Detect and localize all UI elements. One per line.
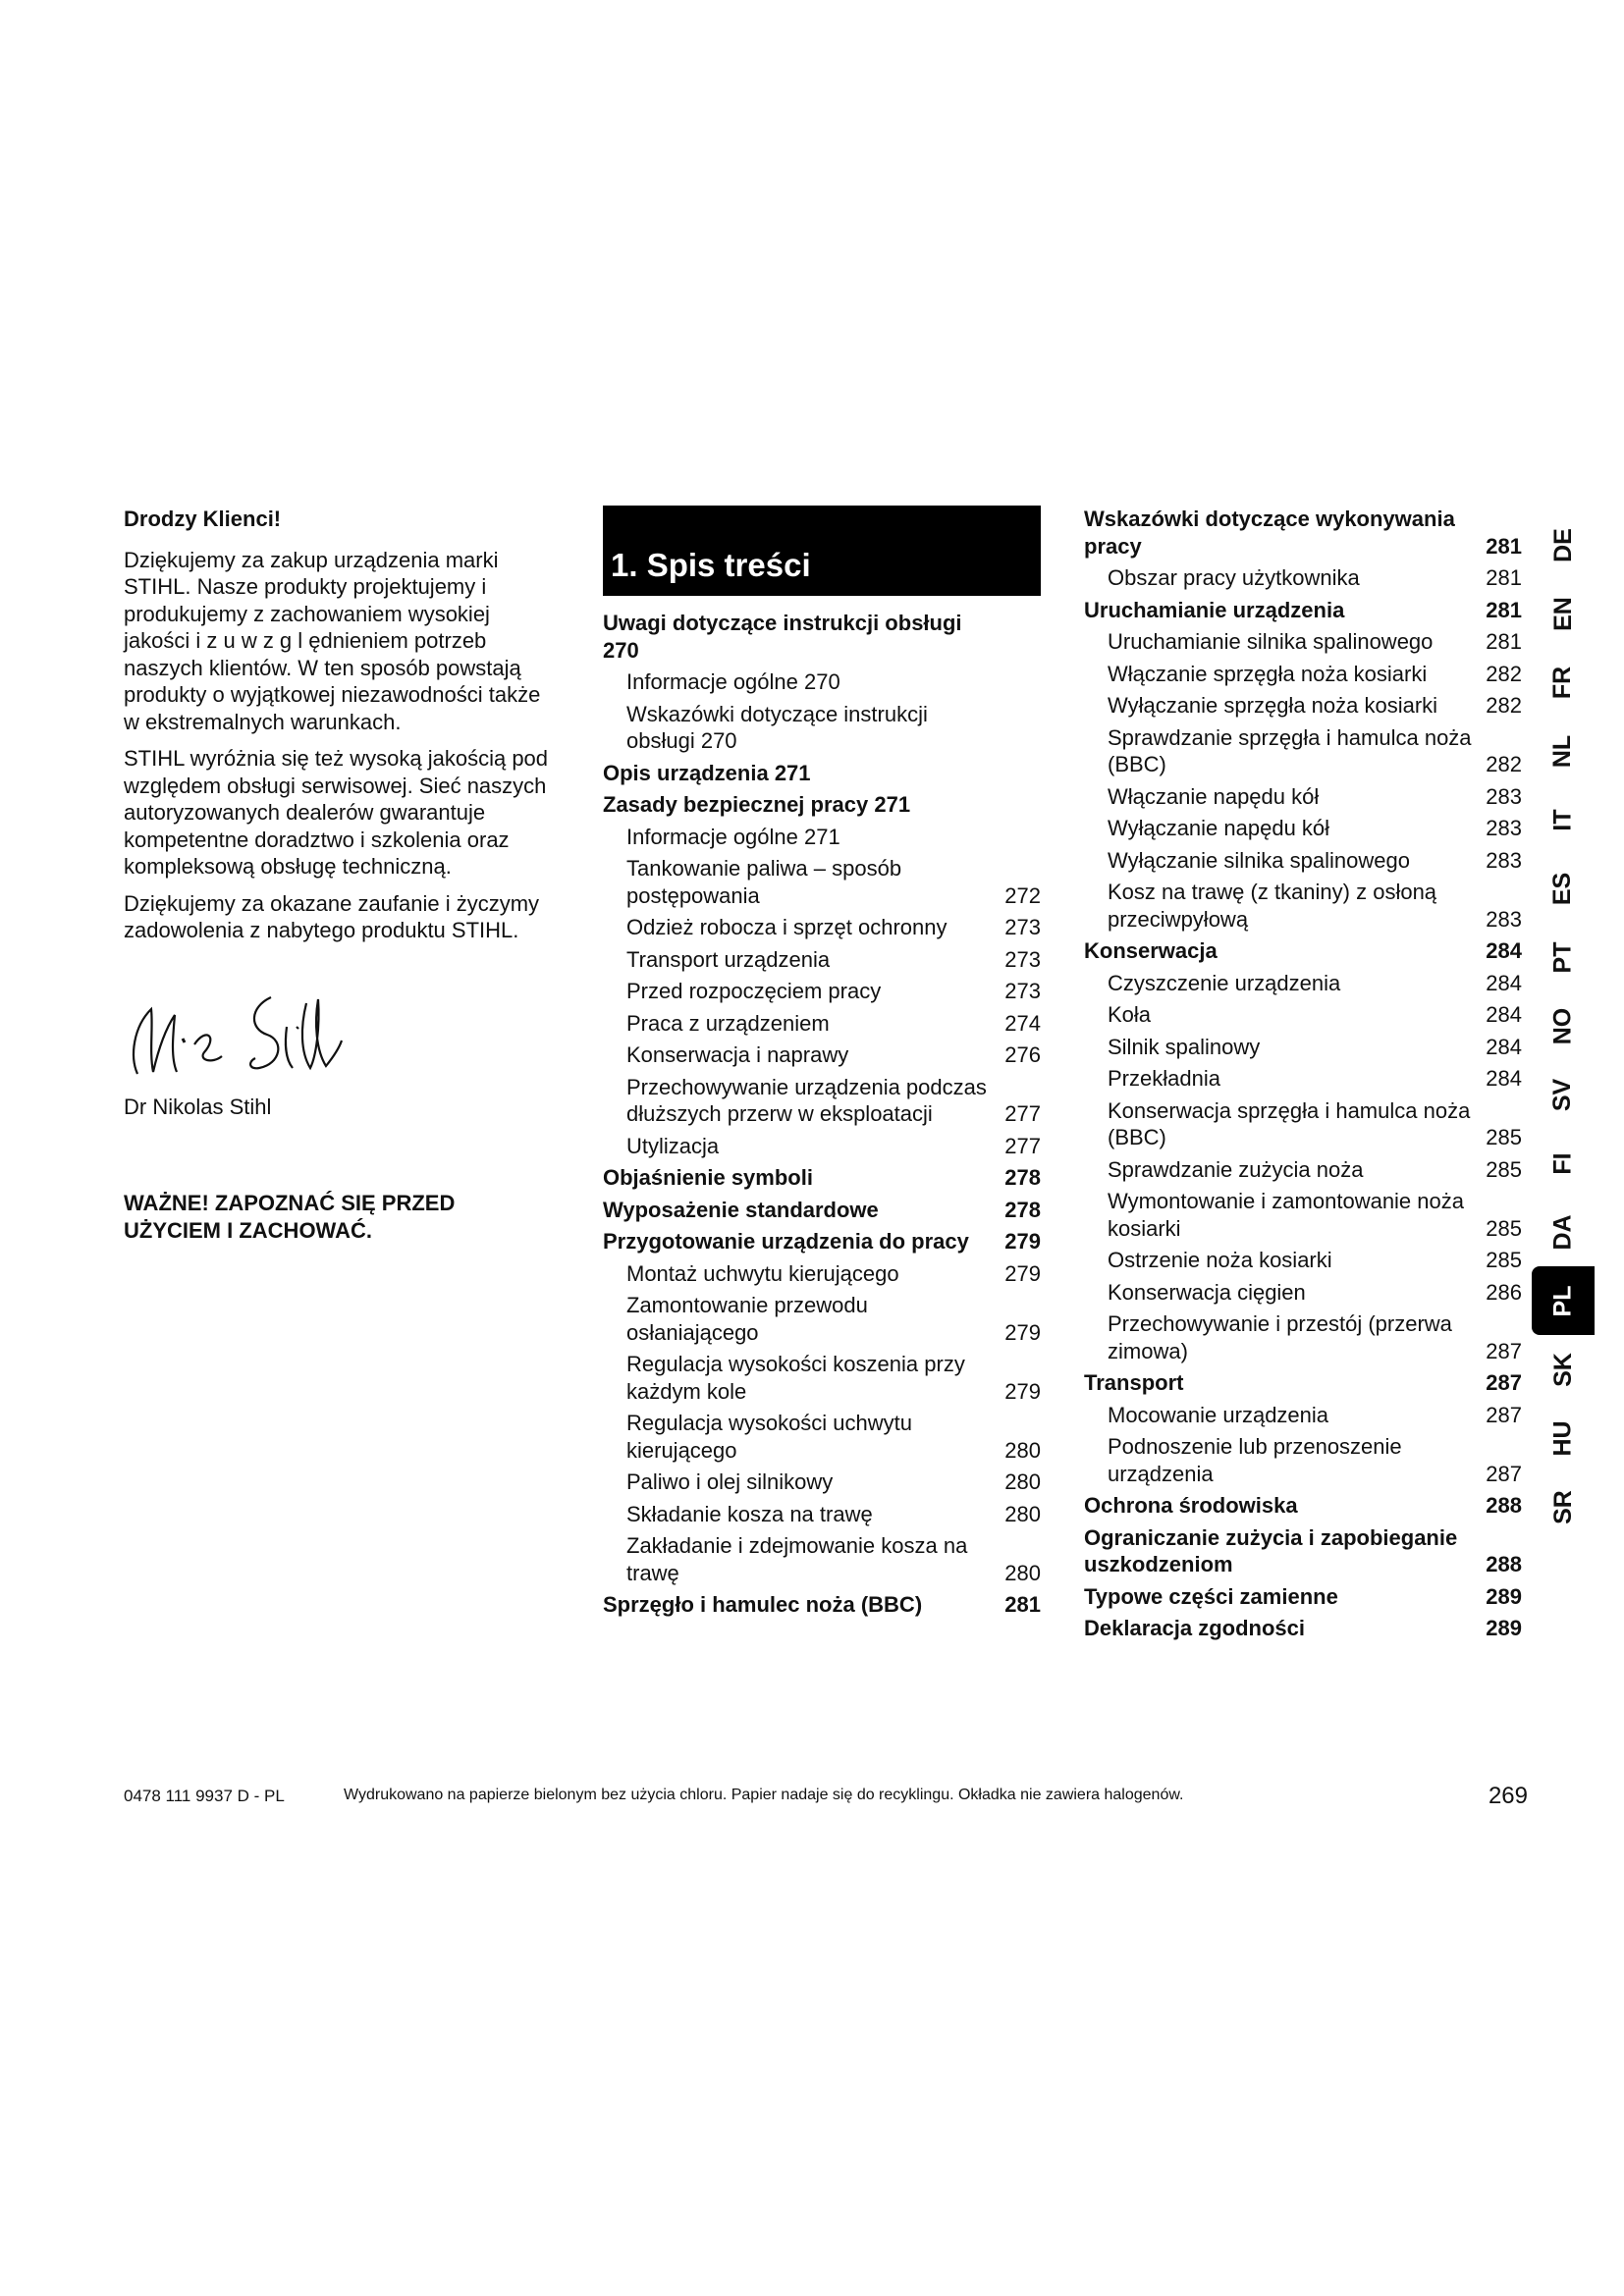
toc-entry-page: 287	[1486, 1370, 1522, 1395]
toc-entry-title: Transport	[1084, 1370, 1184, 1395]
toc-subsection-entry[interactable]	[1084, 1310, 1522, 1364]
toc-subsection-entry[interactable]	[1084, 783, 1522, 811]
toc-subsection-entry[interactable]	[1084, 847, 1522, 875]
toc-list	[1084, 506, 1522, 1642]
handwritten-signature	[124, 988, 350, 1086]
toc-entry-title: Podnoszenie lub przenoszenie urządzenia	[1108, 1434, 1402, 1486]
language-tab-label: NL	[1548, 734, 1577, 768]
toc-entry-title: Ostrzenie noża kosiarki	[1108, 1248, 1332, 1272]
toc-entry-title: Tankowanie paliwa – sposób postępowania	[626, 856, 902, 908]
toc-entry-page: 279	[1004, 1378, 1041, 1404]
toc-entry-page: 280	[1004, 1560, 1041, 1585]
toc-entry-title: Przed rozpoczęciem pracy	[626, 979, 882, 1003]
toc-entry-page: 284	[1486, 938, 1522, 963]
toc-entry-title: Praca z urządzeniem	[626, 1010, 830, 1036]
toc-subsection-entry[interactable]	[603, 1292, 1041, 1346]
toc-entry-title: Wyłączanie silnika spalinowego	[1108, 847, 1410, 873]
language-tab-label: DE	[1548, 527, 1577, 562]
toc-entry-page: 283	[1486, 847, 1522, 873]
toc-entry-title: Wyposażenie standardowe	[603, 1197, 879, 1222]
toc-entry-page: 289	[1486, 1616, 1522, 1640]
toc-entry-title: Konserwacja sprzęgła i hamulca noża (BBC)	[1108, 1097, 1471, 1149]
toc-subsection-entry[interactable]	[1084, 815, 1522, 842]
toc-subsection-entry[interactable]	[603, 824, 1041, 851]
toc-entry-page: 282	[1486, 752, 1522, 776]
toc-entry-title: Sprawdzanie sprzęgła i hamulca noża (BBC)	[1108, 724, 1472, 776]
warning-line: UŻYCIEM I ZACHOWAĆ.	[124, 1217, 372, 1243]
language-tab-nl[interactable]	[1532, 717, 1595, 785]
toc-entry-title: Transport urządzenia	[626, 946, 831, 972]
toc-entry-page: 287	[1486, 1402, 1522, 1427]
toc-entry-page: 277	[1004, 1133, 1041, 1158]
toc-entry-page: 279	[1004, 1260, 1041, 1286]
toc-entry-title: Paliwo i olej silnikowy	[626, 1469, 834, 1494]
toc-subsection-entry[interactable]	[1084, 1279, 1522, 1307]
language-tab-label: IT	[1548, 808, 1577, 831]
toc-entry-title: Ograniczanie zużycia i zapobieganie uszkodzeniom	[1084, 1524, 1458, 1576]
language-tab-sr[interactable]	[1532, 1472, 1595, 1541]
toc-section-entry[interactable]	[603, 610, 1041, 664]
toc-subsection-entry[interactable]	[603, 1010, 1041, 1038]
toc-entry-page: 287	[1486, 1461, 1522, 1486]
toc-subsection-entry[interactable]	[603, 1133, 1041, 1160]
toc-entry-title: Czyszczenie urządzenia	[1108, 970, 1341, 995]
language-tab-de[interactable]	[1532, 510, 1595, 579]
welcome-letter	[124, 506, 556, 1245]
toc-entry-page: 279	[1004, 1319, 1041, 1345]
toc-entry-title: Odzież robocza i sprzęt ochronny	[626, 915, 947, 939]
toc-section-entry[interactable]	[1084, 1369, 1522, 1397]
language-tab-hu[interactable]	[1532, 1404, 1595, 1472]
toc-entry-page: 277	[1004, 1101, 1041, 1126]
toc-entry-page: 281	[1486, 533, 1522, 559]
toc-entry-title: Zasady bezpiecznej pracy 271	[603, 792, 911, 817]
toc-subsection-entry[interactable]	[1084, 1065, 1522, 1093]
toc-subsection-entry[interactable]	[1084, 661, 1522, 688]
toc-entry-page: 283	[1486, 783, 1522, 809]
language-tab-label: SV	[1548, 1078, 1577, 1111]
language-tab-it[interactable]	[1532, 785, 1595, 854]
toc-entry-page: 281	[1486, 597, 1522, 622]
print-note: Wydrukowano na papierze bielonym bez użycia chloru. Papier nadaje się do recyklingu. Okładka nie zawiera halogenów.	[344, 1787, 1184, 1803]
toc-entry-title: Informacje ogólne 271	[626, 824, 840, 849]
toc-subsection-entry[interactable]	[1084, 1097, 1522, 1151]
toc-subsection-entry[interactable]	[603, 946, 1041, 974]
toc-section-entry[interactable]	[603, 791, 1041, 819]
toc-subsection-entry[interactable]	[1084, 1034, 1522, 1061]
toc-entry-page: 280	[1004, 1501, 1041, 1526]
toc-entry-page: 283	[1486, 906, 1522, 932]
document-code: 0478 111 9937 D - PL	[124, 1787, 285, 1805]
toc-entry-title: Opis urządzenia 271	[603, 760, 811, 785]
language-tab-pt[interactable]	[1532, 923, 1595, 991]
toc-entry-page: 273	[1004, 946, 1041, 972]
toc-list	[603, 610, 1041, 1619]
toc-section-entry[interactable]	[603, 1197, 1041, 1224]
signer-name: Dr Nikolas Stihl	[124, 1095, 272, 1119]
language-tab-label: NO	[1548, 1007, 1577, 1044]
language-tab-en[interactable]	[1532, 579, 1595, 648]
toc-heading-text: 1. Spis treści	[611, 547, 811, 583]
toc-entry-page: 281	[1486, 565, 1522, 590]
toc-subsection-entry[interactable]	[1084, 1001, 1522, 1029]
language-tab-fr[interactable]	[1532, 648, 1595, 717]
toc-entry-page: 281	[1486, 629, 1522, 654]
toc-entry-title: Składanie kosza na trawę	[626, 1501, 873, 1526]
toc-entry-title: Przekładnia	[1108, 1066, 1220, 1091]
toc-entry-title: Informacje ogólne 270	[626, 669, 840, 694]
toc-entry-title: Konserwacja	[1084, 938, 1218, 963]
toc-entry-page: 282	[1486, 661, 1522, 686]
toc-subsection-entry[interactable]	[1084, 1433, 1522, 1487]
toc-entry-page: 276	[1004, 1042, 1041, 1067]
toc-entry-page: 284	[1486, 970, 1522, 995]
language-tab-es[interactable]	[1532, 854, 1595, 923]
toc-subsection-entry[interactable]	[1084, 1402, 1522, 1429]
toc-subsection-entry[interactable]	[603, 914, 1041, 941]
toc-entry-title: Utylizacja	[626, 1133, 720, 1158]
language-tab-label: FI	[1548, 1151, 1577, 1175]
toc-entry-title: Wyłączanie napędu kół	[1108, 816, 1330, 840]
toc-column-1	[603, 506, 1041, 1624]
toc-subsection-entry[interactable]	[603, 855, 1041, 909]
toc-subsection-entry[interactable]	[603, 1501, 1041, 1528]
toc-entry-page: 288	[1486, 1552, 1522, 1576]
toc-entry-title: Konserwacja cięgien	[1108, 1279, 1306, 1305]
toc-entry-page: 283	[1486, 816, 1522, 840]
toc-entry-title: Mocowanie urządzenia	[1108, 1402, 1329, 1427]
toc-subsection-entry[interactable]	[603, 1260, 1041, 1288]
toc-subsection-entry[interactable]	[1084, 970, 1522, 997]
toc-subsection-entry[interactable]	[1084, 1156, 1522, 1184]
letter-paragraph: Dziękujemy za okazane zaufanie i życzymy zadowolenia z nabytego produktu STIHL.	[124, 890, 540, 942]
toc-entry-title: Regulacja wysokości koszenia przy każdym kole	[626, 1352, 965, 1404]
toc-entry-title: Deklaracja zgodności	[1084, 1616, 1305, 1640]
language-tab-sv[interactable]	[1532, 1060, 1595, 1129]
toc-entry-page: 288	[1486, 1493, 1522, 1518]
language-tabs	[1532, 510, 1595, 1541]
toc-entry-title: Konserwacja i naprawy	[626, 1042, 849, 1067]
toc-entry-title: Ochrona środowiska	[1084, 1493, 1298, 1518]
language-tab-sk[interactable]	[1532, 1335, 1595, 1404]
toc-entry-page: 287	[1486, 1338, 1522, 1363]
toc-section-entry[interactable]	[1084, 1492, 1522, 1520]
toc-entry-page: 281	[1004, 1592, 1041, 1617]
toc-entry-title: Uruchamianie silnika spalinowego	[1108, 629, 1434, 654]
toc-subsection-entry[interactable]	[603, 1074, 1041, 1128]
toc-section-entry[interactable]	[603, 1164, 1041, 1192]
toc-entry-page: 273	[1004, 915, 1041, 939]
toc-subsection-entry[interactable]	[603, 701, 1041, 755]
toc-entry-title: Uwagi dotyczące instrukcji obsługi 270	[603, 611, 962, 663]
language-tab-pl[interactable]	[1532, 1266, 1595, 1335]
toc-entry-title: Zamontowanie przewodu osłaniającego	[626, 1293, 868, 1345]
toc-section-entry[interactable]	[1084, 1615, 1522, 1642]
toc-section-entry[interactable]	[603, 1591, 1041, 1619]
language-tab-label: DA	[1548, 1213, 1577, 1251]
toc-subsection-entry[interactable]	[1084, 724, 1522, 778]
toc-entry-page: 278	[1004, 1165, 1041, 1190]
language-tab-label: EN	[1548, 596, 1577, 631]
language-tab-label: FR	[1548, 666, 1577, 699]
page-footer	[124, 1785, 1528, 1814]
toc-entry-title: Wymontowanie i zamontowanie noża kosiarki	[1108, 1189, 1464, 1241]
toc-entry-title: Sprzęgło i hamulec noża (BBC)	[603, 1592, 923, 1617]
toc-entry-page: 284	[1486, 1034, 1522, 1059]
toc-subsection-entry[interactable]	[603, 1468, 1041, 1496]
toc-subsection-entry[interactable]	[1084, 628, 1522, 656]
toc-entry-page: 284	[1486, 1066, 1522, 1091]
toc-subsection-entry[interactable]	[603, 668, 1041, 696]
toc-entry-page: 284	[1486, 1002, 1522, 1027]
toc-subsection-entry[interactable]	[603, 978, 1041, 1005]
toc-section-entry[interactable]	[1084, 1524, 1522, 1578]
toc-entry-page: 282	[1486, 693, 1522, 718]
warning-note	[124, 1190, 556, 1245]
toc-entry-page: 273	[1004, 979, 1041, 1003]
toc-subsection-entry[interactable]	[1084, 1188, 1522, 1242]
language-tab-label: SR	[1548, 1489, 1577, 1524]
toc-entry-title: Wskazówki dotyczące instrukcji obsługi 270	[626, 701, 928, 753]
toc-section-entry[interactable]	[603, 1228, 1041, 1255]
toc-subsection-entry[interactable]	[1084, 564, 1522, 592]
toc-entry-title: Typowe części zamienne	[1084, 1583, 1338, 1609]
toc-entry-page: 289	[1486, 1583, 1522, 1609]
letter-paragraph: Dziękujemy za zakup urządzenia marki STIHL. Nasze produkty projektujemy i produkujemy z zachowaniem wysokiej jakości i z u w z g l ędnieniem potrzeb naszych klientów. W ten sposób powstają produkty o wyjątkowej niezawodności także w ekstremalnych warunkach.	[124, 547, 541, 734]
toc-entry-title: Uruchamianie urządzenia	[1084, 597, 1345, 622]
toc-entry-title: Przechowywanie urządzenia podczas dłuższych przerw w eksploatacji	[626, 1074, 987, 1126]
toc-column-2	[1084, 506, 1522, 1647]
toc-entry-page: 285	[1486, 1215, 1522, 1241]
toc-subsection-entry[interactable]	[603, 1410, 1041, 1464]
page-number: 269	[1488, 1783, 1528, 1809]
toc-entry-page: 285	[1486, 1248, 1522, 1272]
language-tab-label: PL	[1548, 1285, 1577, 1316]
toc-section-entry[interactable]	[603, 760, 1041, 787]
toc-section-entry[interactable]	[1084, 506, 1522, 560]
toc-entry-page: 280	[1004, 1469, 1041, 1494]
toc-subsection-entry[interactable]	[1084, 879, 1522, 933]
toc-entry-page: 279	[1004, 1229, 1041, 1254]
toc-entry-title: Przygotowanie urządzenia do pracy	[603, 1229, 969, 1254]
toc-entry-title: Przechowywanie i przestój (przerwa zimowa)	[1108, 1311, 1452, 1363]
toc-entry-title: Włączanie sprzęgła noża kosiarki	[1108, 661, 1428, 686]
signature-block	[124, 988, 556, 1121]
toc-subsection-entry[interactable]	[1084, 1247, 1522, 1274]
toc-subsection-entry[interactable]	[603, 1351, 1041, 1405]
language-tab-da[interactable]	[1532, 1198, 1595, 1266]
language-tab-label: PT	[1548, 941, 1577, 973]
toc-entry-title: Kosz na trawę (z tkaniny) z osłoną przeciwpyłową	[1108, 880, 1437, 932]
toc-entry-title: Wyłączanie sprzęgła noża kosiarki	[1108, 693, 1438, 718]
toc-section-entry[interactable]	[1084, 937, 1522, 965]
toc-entry-page: 286	[1486, 1279, 1522, 1305]
toc-entry-title: Włączanie napędu kół	[1108, 783, 1320, 809]
toc-entry-page: 274	[1004, 1010, 1041, 1036]
toc-entry-title: Montaż uchwytu kierującego	[626, 1260, 899, 1286]
language-tab-label: ES	[1548, 872, 1577, 905]
language-tab-label: SK	[1548, 1352, 1577, 1387]
toc-entry-title: Objaśnienie symboli	[603, 1165, 813, 1190]
toc-entry-title: Obszar pracy użytkownika	[1108, 565, 1360, 590]
toc-entry-page: 272	[1004, 882, 1041, 908]
toc-subsection-entry[interactable]	[603, 1532, 1041, 1586]
toc-entry-title: Silnik spalinowy	[1108, 1034, 1261, 1059]
toc-subsection-entry[interactable]	[603, 1041, 1041, 1069]
toc-entry-page: 278	[1004, 1197, 1041, 1222]
toc-entry-title: Sprawdzanie zużycia noża	[1108, 1156, 1364, 1182]
toc-entry-title: Zakładanie i zdejmowanie kosza na trawę	[626, 1533, 968, 1585]
toc-entry-page: 285	[1486, 1125, 1522, 1149]
letter-paragraph: STIHL wyróżnia się też wysoką jakością pod względem obsługi serwisowej. Sieć naszych autoryzowanych dealerów gwarantuje kompetentne doradztwo i szkolenia oraz kompleksową obsługę techniczną.	[124, 746, 549, 879]
language-tab-label: HU	[1548, 1419, 1577, 1457]
greeting: Drodzy Klienci!	[124, 507, 282, 531]
warning-line: WAŻNE! ZAPOZNAĆ SIĘ PRZED	[124, 1190, 456, 1215]
toc-entry-title: Koła	[1108, 1002, 1152, 1027]
toc-entry-page: 285	[1486, 1156, 1522, 1182]
toc-entry-title: Regulacja wysokości uchwytu kierującego	[626, 1411, 913, 1463]
toc-section-entry[interactable]	[1084, 597, 1522, 624]
language-tab-fi[interactable]	[1532, 1129, 1595, 1198]
toc-subsection-entry[interactable]	[1084, 692, 1522, 720]
toc-entry-page: 280	[1004, 1437, 1041, 1463]
toc-section-entry[interactable]	[1084, 1583, 1522, 1611]
toc-entry-title: Wskazówki dotyczące wykonywania pracy	[1084, 507, 1455, 559]
toc-heading	[603, 506, 1041, 596]
language-tab-no[interactable]	[1532, 991, 1595, 1060]
